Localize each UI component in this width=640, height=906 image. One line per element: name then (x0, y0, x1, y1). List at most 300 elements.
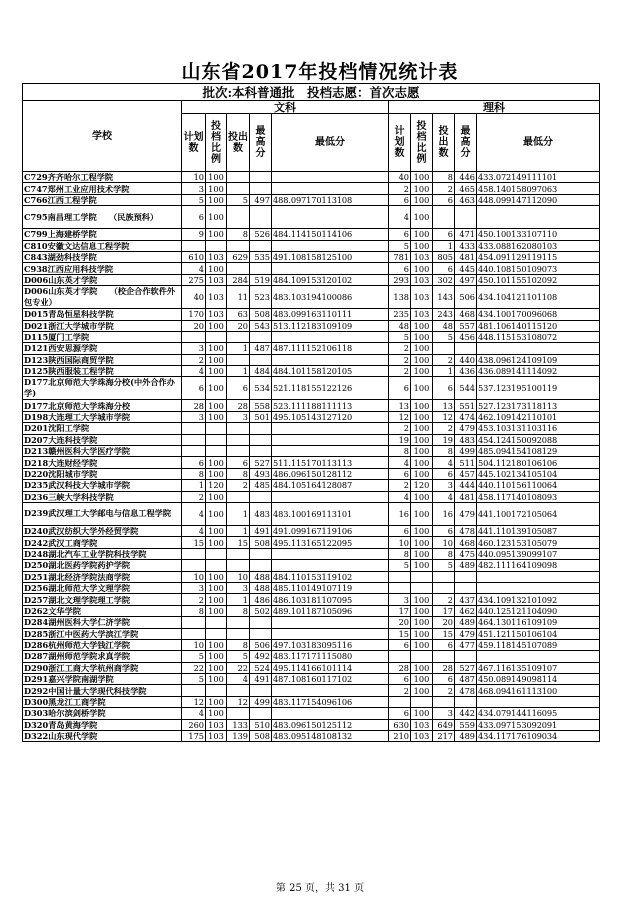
col-wen-toudang: 投出数 (227, 114, 250, 172)
wen-min-cell (272, 708, 389, 719)
wen-max-cell (250, 491, 272, 502)
wen-plan-cell: 6 (182, 457, 206, 468)
li-min-cell: 441.110139105087 (477, 525, 600, 536)
wen-toudang-cell (227, 685, 250, 696)
wen-min-cell (272, 685, 389, 696)
wen-max-cell: 491 (250, 525, 272, 536)
wen-max-cell (250, 560, 272, 571)
li-toudang-cell: 805 (433, 251, 455, 262)
li-min-cell: 441.100172105064 (477, 502, 600, 525)
wen-max-cell (250, 183, 272, 194)
wen-max-cell (250, 331, 272, 342)
li-min-cell: 440.095139099107 (477, 548, 600, 559)
li-plan-cell: 138 (389, 286, 411, 309)
wen-ratio-cell: 103 (206, 719, 227, 730)
wen-max-cell: 527 (250, 457, 272, 468)
li-plan-cell: 16 (389, 502, 411, 525)
wen-ratio-cell: 100 (206, 537, 227, 548)
table-row (23, 251, 600, 262)
li-toudang-cell: 2 (433, 685, 455, 696)
li-max-cell: 483 (455, 434, 477, 445)
li-plan-cell: 20 (389, 617, 411, 628)
li-max-cell: 489 (455, 560, 477, 571)
li-min-cell: 459.118145107089 (477, 639, 600, 650)
table-row (23, 320, 600, 331)
wen-min-cell: 483.095148108132 (272, 731, 389, 742)
li-ratio-cell: 100 (411, 548, 433, 559)
li-plan-cell: 2 (389, 354, 411, 365)
wen-ratio-cell (206, 560, 227, 571)
table-row (23, 594, 600, 605)
wen-plan-cell: 5 (182, 651, 206, 662)
li-toudang-cell: 6 (433, 263, 455, 274)
li-plan-cell: 2 (389, 183, 411, 194)
wen-max-cell: 488 (250, 571, 272, 582)
li-max-cell: 478 (455, 525, 477, 536)
col-wen-ratio: 投档比例 (206, 114, 227, 172)
school-cell: C938江西应用科技学院 (23, 263, 182, 274)
li-toudang-cell: 6 (433, 639, 455, 650)
wen-plan-cell: 6 (182, 377, 206, 400)
wen-plan-cell: 28 (182, 400, 206, 411)
li-plan-cell: 3 (389, 594, 411, 605)
wen-min-cell: 495.114166101114 (272, 662, 389, 673)
li-plan-cell: 2 (389, 343, 411, 354)
wen-toudang-cell (227, 240, 250, 251)
wen-plan-cell (182, 331, 206, 342)
wen-min-cell: 483.103194100086 (272, 286, 389, 309)
li-toudang-cell: 6 (433, 674, 455, 685)
school-cell: D292中国计量大学现代科技学院 (23, 685, 182, 696)
wen-min-cell (272, 423, 389, 434)
wen-plan-cell: 1 (182, 480, 206, 491)
li-max-cell: 481 (455, 251, 477, 262)
li-toudang-cell: 302 (433, 274, 455, 285)
wen-toudang-cell: 284 (227, 274, 250, 285)
wen-ratio-cell: 100 (206, 696, 227, 707)
li-ratio-cell: 100 (411, 411, 433, 422)
li-ratio-cell: 100 (411, 457, 433, 468)
table-row (23, 685, 600, 696)
li-min-cell: 454.124150092088 (477, 434, 600, 445)
wen-max-cell: 501 (250, 411, 272, 422)
wen-toudang-cell (227, 491, 250, 502)
wen-plan-cell: 4 (182, 263, 206, 274)
li-toudang-cell: 1 (433, 240, 455, 251)
li-max-cell: 462 (455, 605, 477, 616)
school-cell: D287湖州师范学院求真学院 (23, 651, 182, 662)
school-cell: D015青岛恒星科技学院 (23, 309, 182, 320)
wen-min-cell (272, 331, 389, 342)
wen-plan-cell: 5 (182, 194, 206, 205)
li-ratio-cell: 103 (411, 731, 433, 742)
wen-toudang-cell: 22 (227, 662, 250, 673)
wen-min-cell (272, 354, 389, 365)
table-row (23, 696, 600, 707)
wen-max-cell: 524 (250, 662, 272, 673)
li-min-cell: 537.123195100119 (477, 377, 600, 400)
wen-max-cell (250, 685, 272, 696)
li-ratio-cell: 100 (411, 662, 433, 673)
wen-min-cell (272, 434, 389, 445)
li-plan-cell: 6 (389, 377, 411, 400)
li-ratio-cell (411, 651, 433, 662)
li-toudang-cell: 4 (433, 491, 455, 502)
wen-plan-cell: 4 (182, 366, 206, 377)
li-max-cell: 463 (455, 194, 477, 205)
wen-ratio-cell: 100 (206, 411, 227, 422)
table-row (23, 651, 600, 662)
li-ratio-cell: 100 (411, 343, 433, 354)
li-plan-cell: 12 (389, 411, 411, 422)
li-min-cell: 458.140158097063 (477, 183, 600, 194)
li-ratio-cell: 100 (411, 502, 433, 525)
li-toudang-cell: 2 (433, 423, 455, 434)
table-row (23, 331, 600, 342)
wen-ratio-cell: 100 (206, 594, 227, 605)
li-plan-cell: 630 (389, 719, 411, 730)
wen-plan-cell (182, 685, 206, 696)
wen-max-cell: 499 (250, 696, 272, 707)
li-toudang-cell: 12 (433, 411, 455, 422)
wen-toudang-cell (227, 617, 250, 628)
li-min-cell: 433.088162080103 (477, 240, 600, 251)
wen-plan-cell: 9 (182, 229, 206, 240)
wen-toudang-cell: 11 (227, 286, 250, 309)
li-max-cell: 442 (455, 708, 477, 719)
group-wen: 文科 (182, 101, 389, 114)
li-min-cell: 448.115153108072 (477, 331, 600, 342)
wen-plan-cell: 170 (182, 309, 206, 320)
li-max-cell (455, 651, 477, 662)
li-plan-cell: 8 (389, 548, 411, 559)
li-ratio-cell: 100 (411, 605, 433, 616)
table-row (23, 560, 600, 571)
wen-min-cell: 483.096150125112 (272, 719, 389, 730)
wen-min-cell: 511.115170113113 (272, 457, 389, 468)
wen-toudang-cell (227, 548, 250, 559)
li-toudang-cell (433, 571, 455, 582)
wen-toudang-cell: 6 (227, 457, 250, 468)
wen-plan-cell: 2 (182, 491, 206, 502)
wen-min-cell: 484.114150114106 (272, 229, 389, 240)
li-ratio-cell: 100 (411, 183, 433, 194)
wen-plan-cell: 175 (182, 731, 206, 742)
wen-ratio-cell (206, 548, 227, 559)
li-ratio-cell: 100 (411, 194, 433, 205)
wen-max-cell (250, 206, 272, 229)
wen-max-cell: 491 (250, 674, 272, 685)
wen-plan-cell: 4 (182, 502, 206, 525)
li-plan-cell: 2 (389, 685, 411, 696)
li-ratio-cell: 103 (411, 251, 433, 262)
wen-ratio-cell: 100 (206, 457, 227, 468)
school-cell: D115厦门工学院 (23, 331, 182, 342)
wen-toudang-cell: 5 (227, 651, 250, 662)
wen-min-cell: 513.112183109109 (272, 320, 389, 331)
wen-toudang-cell: 8 (227, 639, 250, 650)
table-row (23, 662, 600, 673)
wen-ratio-cell (206, 446, 227, 457)
wen-max-cell: 508 (250, 309, 272, 320)
table-row (23, 582, 600, 593)
li-min-cell: 453.103131103116 (477, 423, 600, 434)
li-plan-cell: 4 (389, 457, 411, 468)
school-cell: D250湖北医药学院药护学院 (23, 560, 182, 571)
wen-ratio-cell: 100 (206, 377, 227, 400)
li-max-cell: 479 (455, 628, 477, 639)
wen-max-cell: 508 (250, 731, 272, 742)
school-cell: D300黑龙江工商学院 (23, 696, 182, 707)
li-max-cell: 440 (455, 354, 477, 365)
li-max-cell: 475 (455, 548, 477, 559)
li-min-cell (477, 571, 600, 582)
li-toudang-cell: 10 (433, 537, 455, 548)
wen-plan-cell: 275 (182, 274, 206, 285)
school-cell: D201沈阳工学院 (23, 423, 182, 434)
wen-min-cell: 495.113165122095 (272, 537, 389, 548)
wen-toudang-cell: 1 (227, 366, 250, 377)
col-wen-max: 最高分 (250, 114, 272, 172)
wen-min-cell: 487.111152106118 (272, 343, 389, 354)
wen-min-cell: 483.117154096106 (272, 696, 389, 707)
wen-max-cell: 488 (250, 582, 272, 593)
wen-plan-cell: 10 (182, 639, 206, 650)
li-min-cell: 450.101155102092 (477, 274, 600, 285)
wen-min-cell: 483.100169113101 (272, 502, 389, 525)
li-ratio-cell: 100 (411, 423, 433, 434)
li-ratio-cell: 100 (411, 377, 433, 400)
wen-ratio-cell: 100 (206, 343, 227, 354)
table-row (23, 354, 600, 365)
wen-plan-cell: 6 (182, 206, 206, 229)
li-ratio-cell: 100 (411, 708, 433, 719)
wen-plan-cell: 3 (182, 411, 206, 422)
li-toudang-cell (433, 343, 455, 354)
wen-max-cell: 534 (250, 377, 272, 400)
school-cell: C795南昌理工学院 （民族预科） (23, 206, 182, 229)
wen-ratio-cell: 100 (206, 491, 227, 502)
table-row (23, 194, 600, 205)
li-plan-cell: 781 (389, 251, 411, 262)
school-cell: D239武汉理工大学邮电与信息工程学院 (23, 502, 182, 525)
wen-toudang-cell: 6 (227, 377, 250, 400)
wen-plan-cell: 5 (182, 674, 206, 685)
li-plan-cell: 8 (389, 446, 411, 457)
li-min-cell (477, 582, 600, 593)
li-ratio-cell: 100 (411, 525, 433, 536)
li-max-cell (455, 582, 477, 593)
li-ratio-cell: 103 (411, 286, 433, 309)
wen-max-cell: 492 (250, 651, 272, 662)
wen-min-cell (272, 240, 389, 251)
li-plan-cell: 17 (389, 605, 411, 616)
wen-toudang-cell: 12 (227, 696, 250, 707)
li-max-cell: 457 (455, 468, 477, 479)
col-li-min: 最低分 (477, 114, 600, 172)
wen-toudang-cell: 1 (227, 594, 250, 605)
li-toudang-cell: 15 (433, 628, 455, 639)
school-cell: D235武汉科技大学城市学院 (23, 480, 182, 491)
wen-toudang-cell: 8 (227, 605, 250, 616)
wen-toudang-cell: 3 (227, 582, 250, 593)
li-min-cell: 445.102134105104 (477, 468, 600, 479)
li-plan-cell: 4 (389, 206, 411, 229)
school-cell: C747郑州工业应用技术学院 (23, 183, 182, 194)
li-max-cell: 511 (455, 457, 477, 468)
group-li: 理科 (389, 101, 600, 114)
li-toudang-cell: 13 (433, 400, 455, 411)
li-plan-cell: 6 (389, 263, 411, 274)
school-cell: D257湖北文理学院理工学院 (23, 594, 182, 605)
li-min-cell: 468.094161113100 (477, 685, 600, 696)
table-row (23, 411, 600, 422)
li-ratio-cell: 100 (411, 685, 433, 696)
li-min-cell: 481.106140115120 (477, 320, 600, 331)
wen-ratio-cell: 100 (206, 320, 227, 331)
school-cell: D285浙江中医药大学滨江学院 (23, 628, 182, 639)
li-toudang-cell: 649 (433, 719, 455, 730)
wen-min-cell: 523.111188111113 (272, 400, 389, 411)
wen-plan-cell: 40 (182, 286, 206, 309)
wen-plan-cell: 4 (182, 525, 206, 536)
li-plan-cell: 6 (389, 639, 411, 650)
wen-max-cell: 519 (250, 274, 272, 285)
wen-max-cell (250, 172, 272, 183)
page-title: 山东省2017年投档情况统计表 (181, 61, 459, 83)
batch-line: 批次:本科普通批 投档志愿：首次志愿 (23, 84, 600, 101)
wen-ratio-cell: 120 (206, 480, 227, 491)
wen-min-cell: 484.105164128087 (272, 480, 389, 491)
li-max-cell: 544 (455, 377, 477, 400)
wen-max-cell: 510 (250, 719, 272, 730)
li-ratio-cell: 100 (411, 628, 433, 639)
wen-ratio-cell: 100 (206, 571, 227, 582)
wen-max-cell: 526 (250, 229, 272, 240)
wen-max-cell: 543 (250, 320, 272, 331)
li-min-cell (477, 696, 600, 707)
table-row (23, 708, 600, 719)
wen-min-cell: 486.096150128112 (272, 468, 389, 479)
wen-ratio-cell: 100 (206, 194, 227, 205)
li-min-cell: 464.130116109109 (477, 617, 600, 628)
li-ratio-cell: 100 (411, 206, 433, 229)
li-max-cell: 557 (455, 320, 477, 331)
li-ratio-cell: 100 (411, 366, 433, 377)
li-plan-cell: 6 (389, 194, 411, 205)
table-row (23, 206, 600, 229)
wen-ratio-cell: 100 (206, 366, 227, 377)
wen-ratio-cell (206, 240, 227, 251)
li-plan-cell: 5 (389, 331, 411, 342)
school-cell: D198大连理工大学城市学院 (23, 411, 182, 422)
li-toudang-cell: 5 (433, 560, 455, 571)
li-max-cell: 437 (455, 594, 477, 605)
wen-ratio-cell: 100 (206, 582, 227, 593)
li-min-cell: 438.096124109109 (477, 354, 600, 365)
wen-max-cell (250, 263, 272, 274)
li-plan-cell: 4 (389, 491, 411, 502)
li-min-cell: 434.104121101108 (477, 286, 600, 309)
wen-toudang-cell: 8 (227, 229, 250, 240)
li-toudang-cell: 48 (433, 320, 455, 331)
col-li-toudang: 投出数 (433, 114, 455, 172)
li-max-cell: 506 (455, 286, 477, 309)
li-max-cell: 445 (455, 263, 477, 274)
table-row (23, 240, 600, 251)
table-row (23, 628, 600, 639)
wen-toudang-cell: 20 (227, 320, 250, 331)
col-wen-plan: 计划数 (182, 114, 206, 172)
wen-plan-cell: 8 (182, 468, 206, 479)
li-max-cell: 489 (455, 731, 477, 742)
li-ratio-cell: 100 (411, 491, 433, 502)
wen-ratio-cell: 100 (206, 468, 227, 479)
wen-plan-cell: 610 (182, 251, 206, 262)
li-max-cell (455, 696, 477, 707)
li-plan-cell: 6 (389, 674, 411, 685)
wen-plan-cell: 10 (182, 571, 206, 582)
li-ratio-cell: 103 (411, 274, 433, 285)
li-toudang-cell: 2 (433, 183, 455, 194)
table-row (23, 457, 600, 468)
school-cell: C729齐齐哈尔工程学院 (23, 172, 182, 183)
wen-ratio-cell: 100 (206, 708, 227, 719)
table-row (23, 491, 600, 502)
school-cell: D213赣州医科大学医疗学院 (23, 446, 182, 457)
school-cell: D006山东英才学院 (23, 274, 182, 285)
li-toudang-cell: 5 (433, 331, 455, 342)
table-row (23, 605, 600, 616)
wen-toudang-cell (227, 206, 250, 229)
col-school: 学校 (23, 101, 182, 172)
li-max-cell: 478 (455, 685, 477, 696)
li-max-cell: 436 (455, 366, 477, 377)
school-cell: D123陕西国际商贸学院 (23, 354, 182, 365)
wen-min-cell (272, 548, 389, 559)
wen-toudang-cell: 1 (227, 502, 250, 525)
li-min-cell: 462.109142110101 (477, 411, 600, 422)
li-toudang-cell: 8 (433, 446, 455, 457)
wen-min-cell: 488.097170113108 (272, 194, 389, 205)
table-row (23, 639, 600, 650)
table-row (23, 571, 600, 582)
wen-max-cell: 558 (250, 400, 272, 411)
wen-ratio-cell: 103 (206, 286, 227, 309)
school-cell: D262文华学院 (23, 605, 182, 616)
li-plan-cell: 293 (389, 274, 411, 285)
col-li-max: 最高分 (455, 114, 477, 172)
wen-ratio-cell: 100 (206, 206, 227, 229)
li-ratio-cell: 100 (411, 331, 433, 342)
table-row (23, 309, 600, 320)
wen-toudang-cell (227, 172, 250, 183)
wen-plan-cell: 15 (182, 537, 206, 548)
li-ratio-cell (411, 582, 433, 593)
li-toudang-cell: 2 (433, 354, 455, 365)
li-max-cell: 468 (455, 537, 477, 548)
li-toudang-cell (433, 582, 455, 593)
wen-toudang-cell: 133 (227, 719, 250, 730)
li-min-cell: 527.123173118113 (477, 400, 600, 411)
wen-max-cell: 486 (250, 594, 272, 605)
li-plan-cell: 6 (389, 229, 411, 240)
li-plan-cell: 15 (389, 628, 411, 639)
school-cell: D218大连财经学院 (23, 457, 182, 468)
wen-plan-cell: 3 (182, 582, 206, 593)
li-max-cell: 559 (455, 719, 477, 730)
li-toudang-cell: 6 (433, 194, 455, 205)
